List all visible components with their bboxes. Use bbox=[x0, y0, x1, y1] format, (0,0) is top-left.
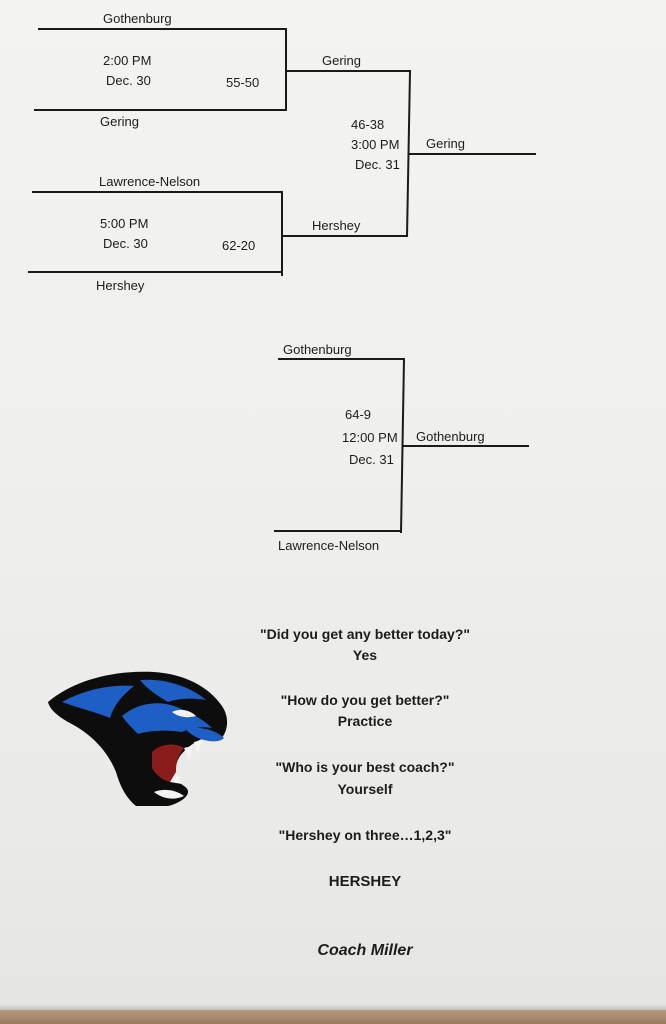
quote-how-better: "How do you get better?" bbox=[280, 692, 450, 708]
game1-date: Dec. 30 bbox=[106, 73, 151, 88]
semifinal-date: Dec. 31 bbox=[355, 157, 400, 172]
quote-better-today: "Did you get any better today?" bbox=[259, 626, 471, 642]
semifinal-score: 46-38 bbox=[351, 117, 385, 132]
game2-score: 62-20 bbox=[222, 238, 256, 253]
game1-team-bottom: Gering bbox=[100, 114, 140, 129]
semifinal-winner-top: Gering bbox=[322, 53, 362, 68]
game2-team-top: Lawrence-Nelson bbox=[99, 174, 201, 189]
champion-label: Gering bbox=[426, 136, 466, 151]
coach-signature: Coach Miller bbox=[317, 942, 413, 959]
panther-head-icon bbox=[44, 668, 230, 815]
semifinal-winner-bottom: Hershey bbox=[312, 218, 361, 233]
bracket2-score: 64-9 bbox=[345, 407, 372, 422]
answer-yes: Yes bbox=[352, 647, 378, 663]
bracket2-team-bottom: Lawrence-Nelson bbox=[278, 538, 380, 553]
bracket2-date: Dec. 31 bbox=[349, 452, 394, 467]
bracket2-team-top: Gothenburg bbox=[283, 342, 352, 357]
bracket2-time: 12:00 PM bbox=[342, 430, 398, 445]
game1-score: 55-50 bbox=[226, 75, 260, 90]
quote-hershey-on-three: "Hershey on three…1,2,3" bbox=[278, 827, 452, 843]
hershey-cheer: HERSHEY bbox=[328, 873, 402, 890]
answer-yourself: Yourself bbox=[337, 781, 393, 797]
quote-best-coach: "Who is your best coach?" bbox=[275, 759, 455, 775]
answer-practice: Practice bbox=[337, 713, 393, 729]
semifinal-time: 3:00 PM bbox=[351, 137, 400, 152]
table-surface bbox=[0, 1010, 666, 1024]
game2-time: 5:00 PM bbox=[100, 216, 149, 231]
game1-team-top: Gothenburg bbox=[103, 11, 172, 26]
game2-date: Dec. 30 bbox=[103, 236, 148, 251]
bracket2-winner: Gothenburg bbox=[416, 429, 485, 444]
game2-team-bottom: Hershey bbox=[96, 278, 145, 293]
game1-time: 2:00 PM bbox=[103, 53, 152, 68]
